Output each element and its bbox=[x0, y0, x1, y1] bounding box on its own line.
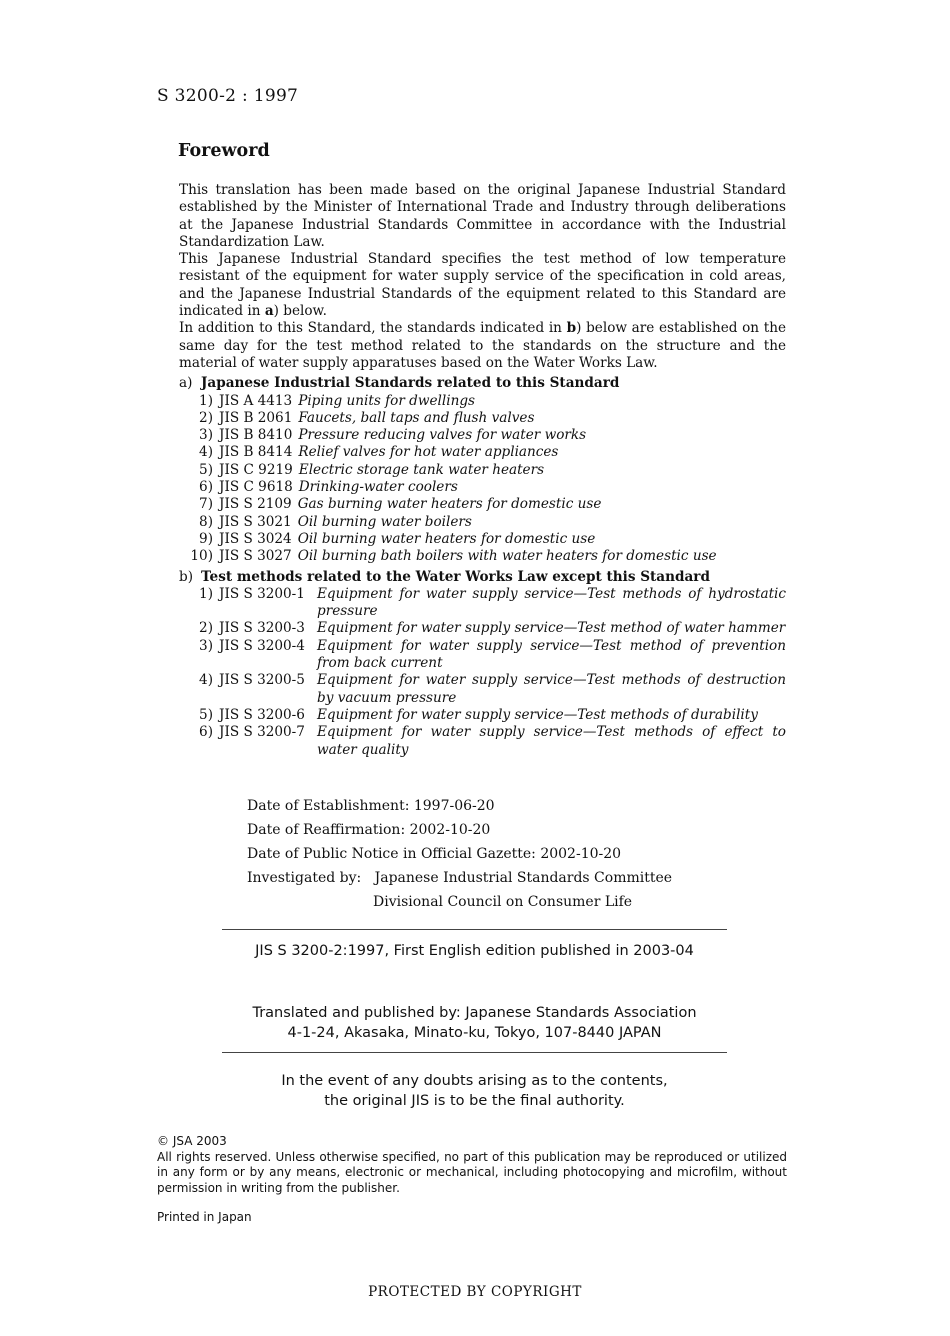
list-item-number: 9) bbox=[199, 530, 213, 547]
list-item-code: JIS S 3200-7 bbox=[219, 724, 305, 741]
list-item bbox=[179, 707, 786, 724]
list-b-title: b) Test methods related to the Water Works Law except this Standard bbox=[179, 568, 710, 585]
authority-note-line-1: In the event of any doubts arising as to the contents, bbox=[281, 1073, 668, 1089]
divider-top bbox=[222, 929, 727, 930]
foreword-body bbox=[179, 182, 786, 759]
list-item-code: JIS S 3200-5 bbox=[219, 672, 305, 689]
list-item-number: 10) bbox=[190, 548, 213, 565]
list-item-number: 5) bbox=[199, 461, 213, 478]
list-item-title: Equipment for water supply service—Test method of prevention from back current bbox=[317, 637, 786, 672]
date-public-notice: Date of Public Notice in Official Gazette: 2002-10-20 bbox=[247, 846, 622, 862]
list-item bbox=[179, 672, 786, 707]
foreword-heading: Foreword bbox=[178, 141, 270, 161]
list-item-title: Relief valves for hot water appliances bbox=[298, 444, 559, 461]
date-reaffirmation: Date of Reaffirmation: 2002-10-20 bbox=[247, 822, 491, 838]
list-item bbox=[179, 638, 786, 673]
list-item-title: Drinking-water coolers bbox=[298, 479, 458, 496]
list-item-title: Equipment for water supply service—Test methods of effect to water quality bbox=[317, 724, 786, 758]
copyright-block bbox=[157, 1134, 787, 1196]
list-item-title: Piping units for dwellings bbox=[298, 392, 476, 409]
list-item-code: JIS S 3200-3 bbox=[219, 620, 305, 637]
list-item-title: Equipment for water supply service—Test methods of hydrostatic pressure bbox=[317, 585, 786, 620]
list-item bbox=[179, 514, 786, 531]
divider-bottom bbox=[222, 1052, 727, 1053]
printed-in: Printed in Japan bbox=[157, 1210, 252, 1224]
list-item-title: Equipment for water supply service—Test methods of durability bbox=[317, 706, 758, 723]
list-item-number: 2) bbox=[199, 620, 213, 637]
list-item bbox=[179, 427, 786, 444]
list-item-number: 4) bbox=[199, 672, 213, 689]
publisher-line-1: Translated and published by: Japanese Standards Association bbox=[252, 1005, 697, 1021]
list-item-title: Pressure reducing valves for water works bbox=[298, 427, 587, 444]
copyright-notice: © JSA 2003 bbox=[157, 1134, 227, 1148]
list-item-number: 2) bbox=[199, 409, 213, 426]
list-item-number: 6) bbox=[199, 479, 213, 496]
list-item-code: JIS S 3200-6 bbox=[219, 706, 305, 723]
list-item-title: Gas burning water heaters for domestic use bbox=[297, 496, 602, 513]
list-item-code: JIS A 4413 bbox=[219, 392, 293, 409]
list-item-number: 8) bbox=[199, 513, 213, 530]
list-item-title: Oil burning bath boilers with water heaters for domestic use bbox=[297, 548, 717, 565]
list-item-title: Oil burning water boilers bbox=[297, 513, 472, 530]
foreword-paragraph-2: This Japanese Industrial Standard specifies the test method of low temperature resistant of the equipment for water supply service of the specification in cold areas, and the Japanese Industrial Standards of the equipment related to this Standard are indicated in a) below. bbox=[179, 251, 786, 320]
list-item-code: JIS C 9219 bbox=[219, 461, 293, 478]
list-item-code: JIS S 3200-1 bbox=[219, 585, 305, 602]
list-item-number: 5) bbox=[199, 706, 213, 723]
edition-line: JIS S 3200-2:1997, First English edition published in 2003-04 bbox=[255, 943, 694, 959]
list-item bbox=[179, 393, 786, 410]
list-item-number: 7) bbox=[199, 496, 213, 513]
document-id: S 3200-2 : 1997 bbox=[157, 86, 299, 106]
publisher-address: 4-1-24, Akasaka, Minato-ku, Tokyo, 107-8440 JAPAN bbox=[287, 1025, 662, 1041]
list-item-title: Equipment for water supply service—Test method of water hammer bbox=[317, 620, 786, 637]
foreword-paragraph-3: In addition to this Standard, the standards indicated in b) below are established on the same day for the test method related to the standards on the structure and the material of water supply apparatuses based on the Water Works Law. bbox=[179, 320, 786, 371]
list-item-title: Faucets, ball taps and flush valves bbox=[298, 409, 535, 426]
list-a bbox=[179, 393, 786, 566]
list-item bbox=[179, 586, 786, 621]
list-item-number: 4) bbox=[199, 444, 213, 461]
list-item-code: JIS S 3024 bbox=[219, 530, 292, 547]
investigated-by: Investigated by: Japanese Industrial Standards Committee bbox=[247, 870, 673, 886]
list-item bbox=[179, 548, 786, 565]
list-item-number: 3) bbox=[199, 427, 213, 444]
authority-note-line-2: the original JIS is to be the final authority. bbox=[324, 1093, 625, 1109]
list-item-number: 3) bbox=[199, 637, 213, 654]
list-item-title: Oil burning water heaters for domestic use bbox=[297, 530, 596, 547]
list-item-code: JIS S 2109 bbox=[219, 496, 292, 513]
list-item-title: Equipment for water supply service—Test methods of destruction by vacuum pressure bbox=[317, 672, 786, 706]
list-item bbox=[179, 620, 786, 637]
list-item bbox=[179, 531, 786, 548]
list-item-code: JIS S 3027 bbox=[219, 548, 292, 565]
list-a-title: a) Japanese Industrial Standards related to this Standard bbox=[179, 375, 620, 392]
list-item-code: JIS B 8410 bbox=[219, 427, 293, 444]
footer-protected: PROTECTED BY COPYRIGHT bbox=[368, 1284, 582, 1300]
list-b bbox=[179, 586, 786, 759]
council: Divisional Council on Consumer Life bbox=[373, 894, 633, 910]
dates-block bbox=[247, 794, 672, 914]
list-item-code: JIS S 3021 bbox=[219, 513, 292, 530]
publisher-block bbox=[222, 1003, 727, 1043]
list-item bbox=[179, 724, 786, 759]
list-item bbox=[179, 479, 786, 496]
list-item bbox=[179, 496, 786, 513]
list-item-number: 1) bbox=[199, 392, 213, 409]
list-item bbox=[179, 444, 786, 461]
list-item-code: JIS B 8414 bbox=[219, 444, 293, 461]
authority-note bbox=[222, 1071, 727, 1111]
list-item-code: JIS S 3200-4 bbox=[219, 637, 305, 654]
foreword-paragraph-1: This translation has been made based on the original Japanese Industrial Standard established by the Minister of International Trade and Industry through deliberations at the Japanese Industrial Standards Committee in accordance with the Industrial Standardization Law. bbox=[179, 182, 786, 250]
list-item-number: 1) bbox=[199, 585, 213, 602]
list-item-code: JIS B 2061 bbox=[219, 409, 293, 426]
rights-statement: All rights reserved. Unless otherwise specified, no part of this publication may be reproduced or utilized in any form or by any means, electronic or mechanical, including photocopying and microfilm, without permission in writing from the publisher. bbox=[157, 1149, 787, 1195]
list-item-code: JIS C 9618 bbox=[219, 479, 293, 496]
list-item-title: Electric storage tank water heaters bbox=[298, 461, 545, 478]
list-item bbox=[179, 462, 786, 479]
list-item bbox=[179, 410, 786, 427]
date-establishment: Date of Establishment: 1997-06-20 bbox=[247, 798, 495, 814]
list-item-number: 6) bbox=[199, 724, 213, 741]
